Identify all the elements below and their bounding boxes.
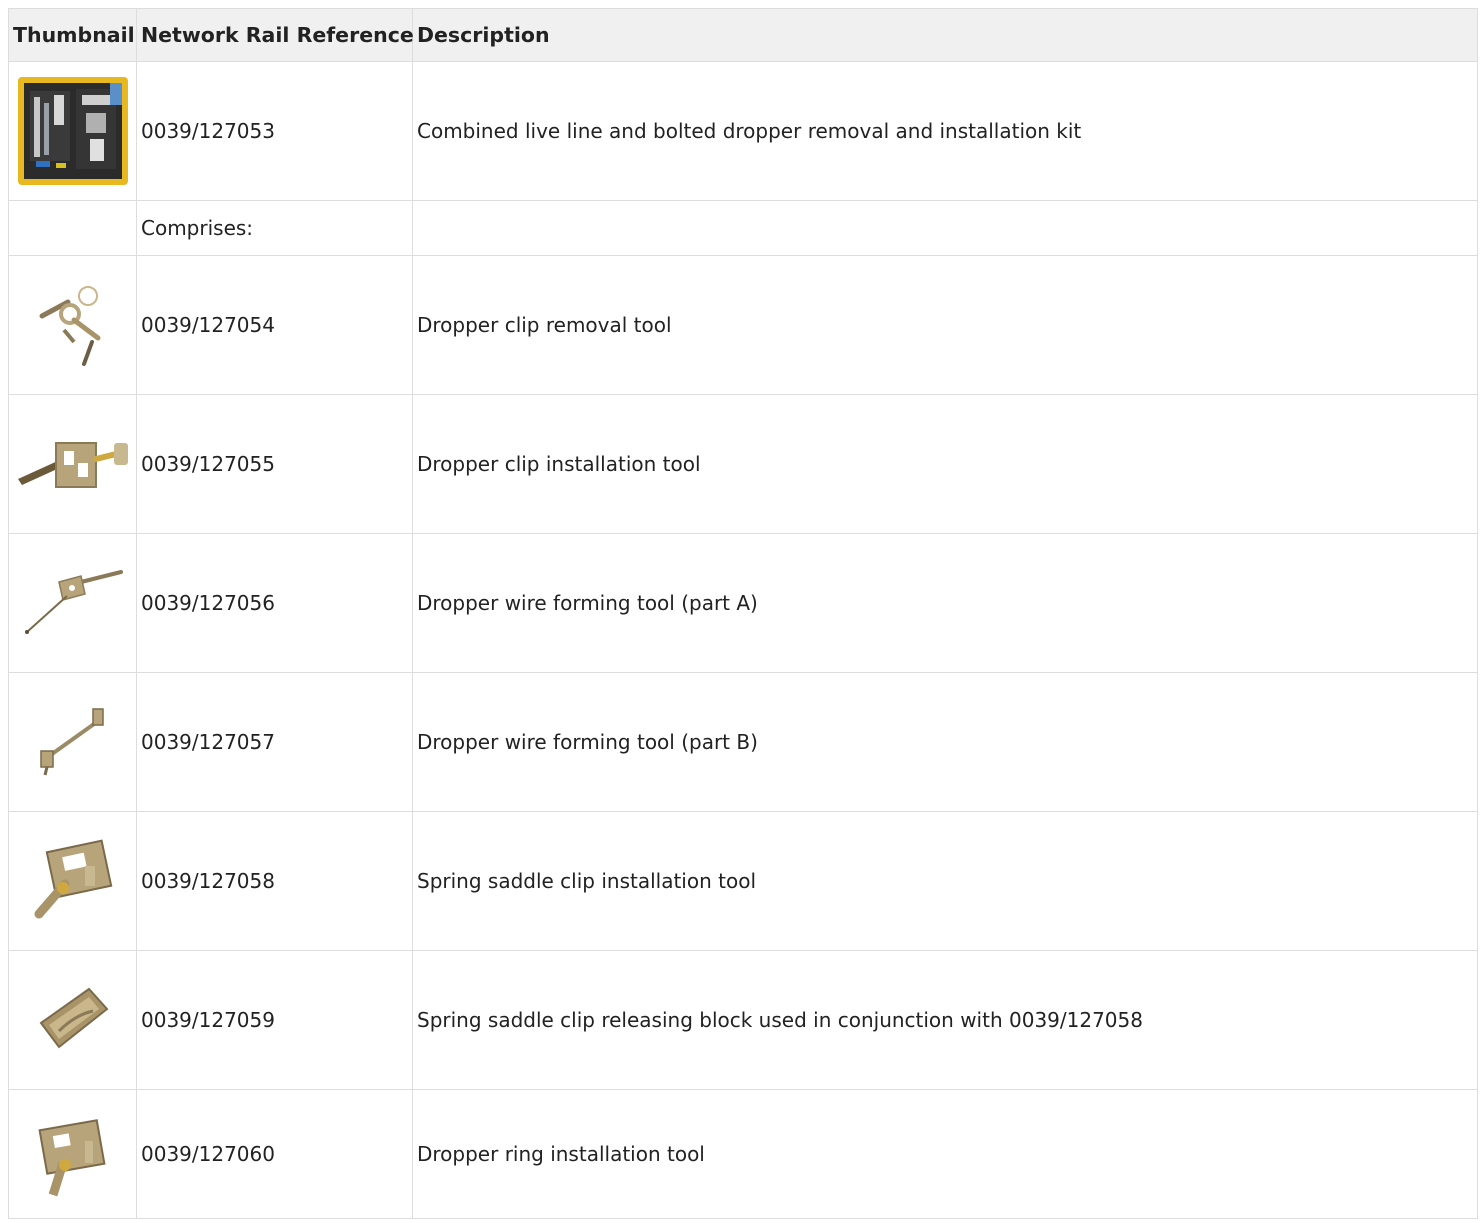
table-row bbox=[9, 673, 1478, 812]
kit-case-thumbnail-icon bbox=[16, 73, 130, 189]
thumbnail-cell bbox=[9, 534, 137, 673]
table-row bbox=[9, 62, 1478, 201]
reference-cell: 0039/127060 bbox=[137, 1090, 413, 1219]
table-row bbox=[9, 201, 1478, 256]
dropper-clip-installation-tool-thumbnail-icon bbox=[16, 429, 130, 499]
thumbnail-cell bbox=[9, 256, 137, 395]
thumbnail-cell bbox=[9, 951, 137, 1090]
description-cell: Dropper ring installation tool bbox=[413, 1090, 1478, 1219]
wire-forming-tool-b-thumbnail-icon bbox=[33, 705, 113, 779]
reference-cell: 0039/127053 bbox=[137, 62, 413, 201]
description-cell: Dropper wire forming tool (part B) bbox=[413, 673, 1478, 812]
table-row bbox=[9, 534, 1478, 673]
tools-table bbox=[8, 8, 1478, 1219]
description-cell: Dropper wire forming tool (part A) bbox=[413, 534, 1478, 673]
reference-cell: 0039/127054 bbox=[137, 256, 413, 395]
thumbnail-cell bbox=[9, 395, 137, 534]
description-cell: Spring saddle clip releasing block used in conjunction with 0039/127058 bbox=[413, 951, 1478, 1090]
reference-cell: 0039/127059 bbox=[137, 951, 413, 1090]
dropper-clip-removal-tool-thumbnail-icon bbox=[38, 280, 108, 370]
table-row bbox=[9, 256, 1478, 395]
dropper-ring-tool-thumbnail-icon bbox=[33, 1111, 113, 1197]
description-cell: Spring saddle clip installation tool bbox=[413, 812, 1478, 951]
saddle-releasing-block-thumbnail-icon bbox=[35, 985, 111, 1055]
reference-cell: 0039/127056 bbox=[137, 534, 413, 673]
description-cell bbox=[413, 201, 1478, 256]
spring-saddle-clip-tool-thumbnail-icon bbox=[25, 836, 121, 926]
table-header-row bbox=[9, 9, 1478, 62]
thumbnail-cell bbox=[9, 1090, 137, 1219]
description-cell: Dropper clip installation tool bbox=[413, 395, 1478, 534]
thumbnail-cell bbox=[9, 201, 137, 256]
header-reference: Network Rail Reference bbox=[137, 9, 413, 62]
table-row bbox=[9, 1090, 1478, 1219]
description-cell: Combined live line and bolted dropper removal and installation kit bbox=[413, 62, 1478, 201]
header-description: Description bbox=[413, 9, 1478, 62]
table-row bbox=[9, 812, 1478, 951]
reference-cell: Comprises: bbox=[137, 201, 413, 256]
description-cell: Dropper clip removal tool bbox=[413, 256, 1478, 395]
reference-cell: 0039/127057 bbox=[137, 673, 413, 812]
reference-cell: 0039/127055 bbox=[137, 395, 413, 534]
table-row bbox=[9, 395, 1478, 534]
table-row bbox=[9, 951, 1478, 1090]
thumbnail-cell bbox=[9, 62, 137, 201]
wire-forming-tool-a-thumbnail-icon bbox=[23, 568, 123, 638]
reference-cell: 0039/127058 bbox=[137, 812, 413, 951]
header-thumbnail: Thumbnail bbox=[9, 9, 137, 62]
thumbnail-cell bbox=[9, 673, 137, 812]
thumbnail-cell bbox=[9, 812, 137, 951]
